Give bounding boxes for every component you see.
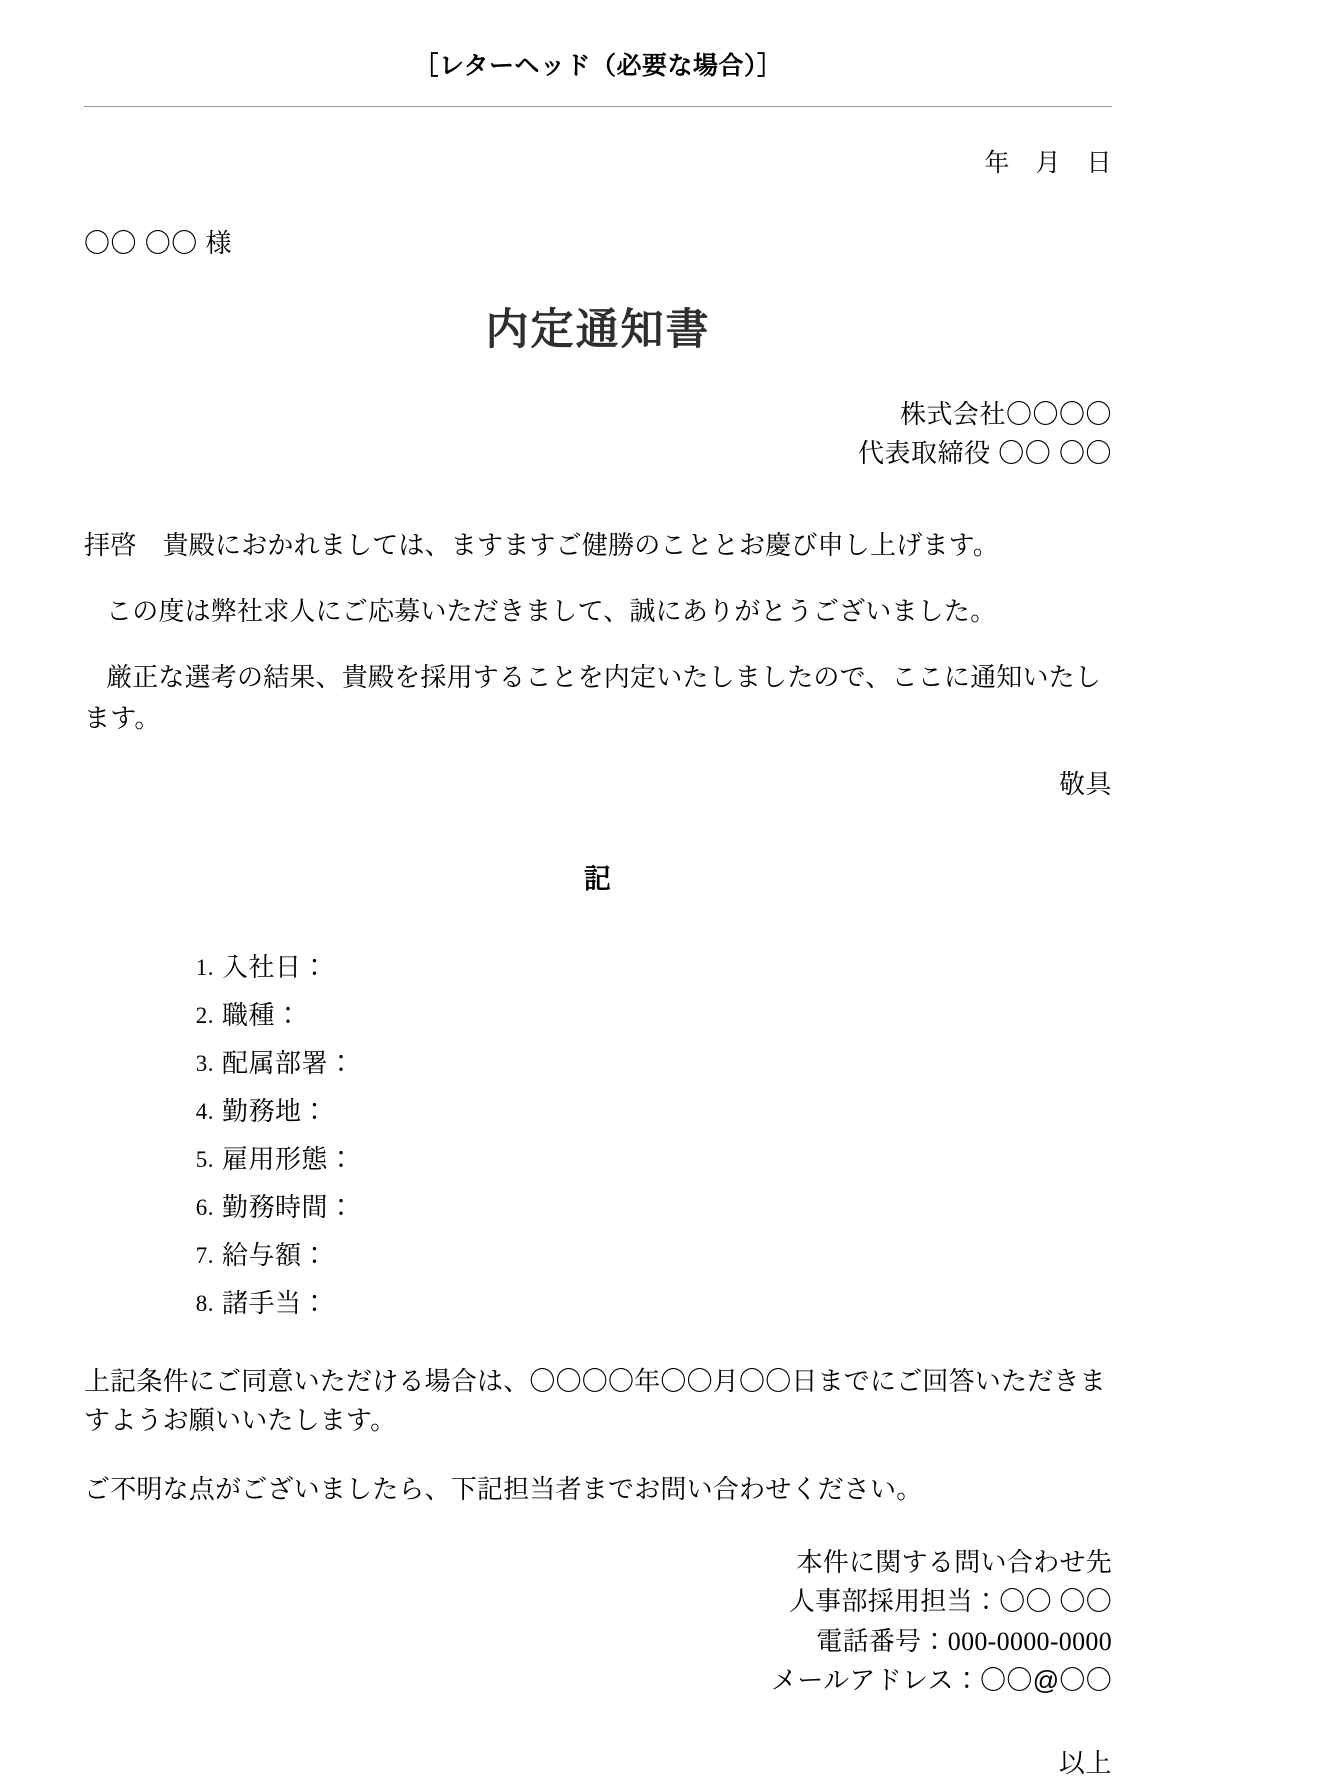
body-paragraph-1: 拝啓 貴殿におかれましては、ますますご健勝のこととお慶び申し上げます。 <box>84 529 999 560</box>
recipient-line: 〇〇 〇〇 様 <box>84 227 232 258</box>
list-item <box>180 1239 1112 1270</box>
body-block <box>84 525 1112 738</box>
body-paragraph-3: 厳正な選考の結果、貴殿を採用することを内定いたしましたので、ここに通知いたします。 <box>84 662 1102 733</box>
contact-phone: 電話番号：000-0000-0000 <box>816 1626 1112 1656</box>
document-sheet <box>84 0 1112 1780</box>
list-item <box>180 999 1112 1030</box>
list-item <box>180 1047 1112 1078</box>
list-item <box>180 1191 1112 1222</box>
list-item-number: 3. <box>195 1050 214 1076</box>
reply-request-paragraph: 上記条件にご同意いただける場合は、〇〇〇〇年〇〇月〇〇日までにご回答いただきますようお願いいたします。 <box>84 1365 1106 1435</box>
sender-block <box>84 395 1112 473</box>
list-item-label: 勤務時間： <box>222 1191 355 1222</box>
list-item-label: 給与額： <box>222 1239 329 1270</box>
terms-list <box>84 951 1112 1318</box>
body-paragraph-2: この度は弊社求人にご応募いただきまして、誠にありがとうございました。 <box>106 596 997 627</box>
header-divider <box>84 106 1112 107</box>
list-item-number: 5. <box>195 1146 214 1172</box>
sender-company: 株式会社〇〇〇〇 <box>899 398 1112 429</box>
date-line: 年 月 日 <box>984 148 1112 177</box>
end-mark: 以上 <box>1058 1748 1112 1778</box>
list-item-label: 配属部署： <box>222 1047 355 1078</box>
list-item-label: 雇用形態： <box>222 1143 355 1174</box>
list-item <box>180 1095 1112 1126</box>
list-item-number: 7. <box>195 1242 214 1268</box>
list-item-number: 4. <box>195 1098 214 1124</box>
list-item-number: 6. <box>195 1194 214 1220</box>
inquiry-note-paragraph: ご不明な点がございましたら、下記担当者までお問い合わせください。 <box>84 1473 923 1504</box>
list-item-label: 諸手当： <box>222 1287 329 1318</box>
list-item-number: 1. <box>195 954 214 980</box>
contact-block <box>84 1543 1112 1701</box>
page-title: 内定通知書 <box>485 305 711 354</box>
list-item-number: 8. <box>195 1290 214 1316</box>
list-item <box>180 1143 1112 1174</box>
list-item-label: 勤務地： <box>222 1095 329 1126</box>
contact-email: メールアドレス：〇〇@〇〇 <box>771 1665 1112 1696</box>
list-item-number: 2. <box>195 1002 214 1028</box>
list-item-label: 職種： <box>222 999 302 1030</box>
list-item <box>180 951 1112 982</box>
contact-heading: 本件に関する問い合わせ先 <box>796 1546 1112 1577</box>
closing-salutation: 敬具 <box>1058 768 1112 799</box>
letterhead-placeholder: ［レターヘッド（必要な場合）］ <box>413 52 783 80</box>
tail-block <box>84 1362 1112 1509</box>
sender-representative: 代表取締役 〇〇 〇〇 <box>858 437 1112 468</box>
ki-heading: 記 <box>584 863 612 894</box>
contact-person: 人事部採用担当：〇〇 〇〇 <box>788 1586 1112 1617</box>
list-item-label: 入社日： <box>222 951 329 982</box>
list-item <box>180 1287 1112 1318</box>
